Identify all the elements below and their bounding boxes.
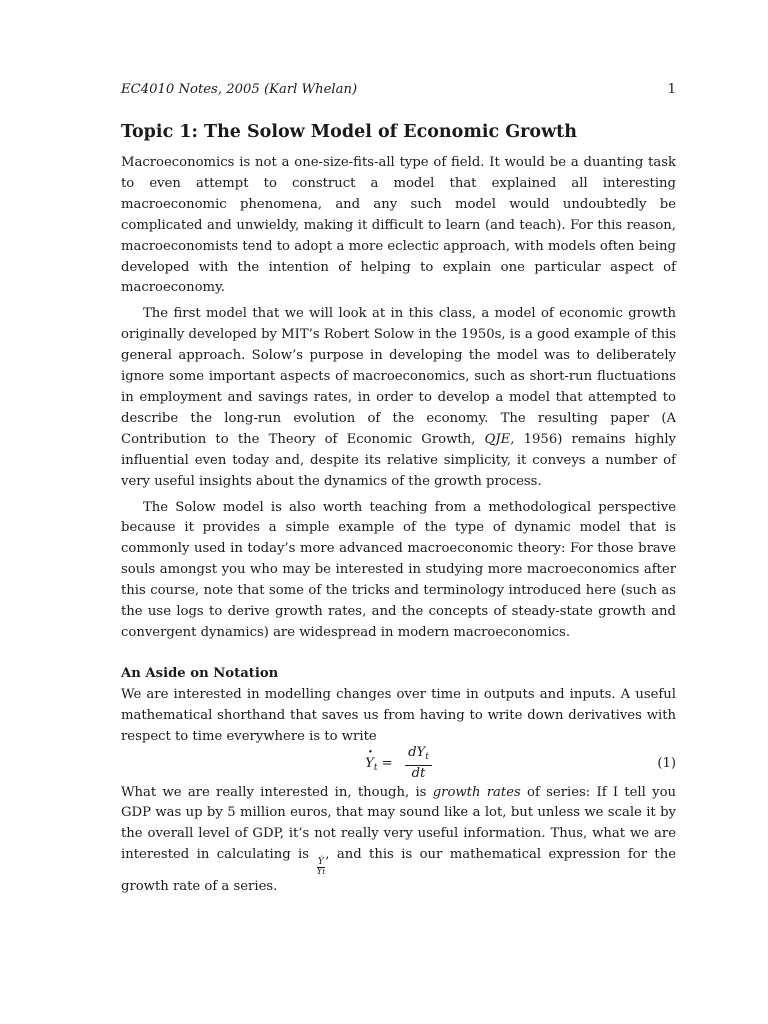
equation-equals: = (377, 756, 397, 772)
page-number: 1 (667, 82, 676, 97)
section-heading: An Aside on Notation (121, 665, 279, 681)
equation-fraction (405, 745, 432, 782)
equation-lhs: · Y (365, 756, 374, 771)
running-header (121, 81, 676, 99)
running-header-title: EC4010 Notes, 2005 (Karl Whelan) (121, 82, 358, 97)
equation-denominator: dt (411, 766, 426, 782)
growth-rate-denominator (316, 868, 325, 877)
topic-heading: Topic 1: The Solow Model of Economic Growth (121, 122, 577, 142)
paragraph-notation: We are interested in modelling changes over time in outputs and inputs. A useful mathematical shorthand that saves us from having to write down derivatives with respect to time everywhere is to write (121, 686, 676, 744)
equation-lhs-subscript: t (373, 763, 378, 774)
journal-name: QJE (484, 431, 511, 447)
paragraph-solow-history-text-2: , 1956) remains highly influential even today and, despite its relative simplicity, it conveys a number of very useful insights about the dynamics of the growth process. (121, 431, 676, 489)
paragraph-solow-history-text-1: The first model that we will look at in this class, a model of economic growth originally developed by MIT’s Robert Solow in the 1950s, is a good example of this general approach. Solow’s purpose in developing the model was to deliberately ignore some important aspects of macroeconomics, such as short-run fluctuations in employment and savings rates, in order to develop a model that attempted to describe the long-run evolution of the economy. The resulting paper (A Contribution to the Theory of Economic Growth, (121, 306, 677, 447)
paragraph-growth-rates-text-1: What we are really interested in, though, is (121, 784, 433, 800)
paragraph-growth-rates-text-2: of series: If I tell you GDP was up by 5 million euros, that may sound like a lot, but unless we scale it by the overall level of GDP, it’s not really very useful information. Thus, what we are interested in calculating is (121, 784, 676, 863)
equation-body (365, 745, 432, 782)
growth-rate-denominator-text: Y (316, 867, 323, 878)
paragraph-methodology: The Solow model is also worth teaching from a methodological perspective because it provides a simple example of the type of dynamic model that is commonly used in today’s more advanced macroeconomic theory: For those brave souls amongst you who may be interested in studying more macroeconomics after this course, note that some of the tricks and terminology introduced here (such as the use logs to derive growth rates, and the concepts of steady-state growth and convergent dynamics) are widespread in modern macroeconomics. (121, 499, 676, 640)
equation-1 (121, 745, 676, 783)
emphasis-growth-rates: growth rates (432, 784, 521, 800)
equation-number: (1) (657, 755, 676, 771)
paragraph-growth-rates (121, 783, 676, 899)
growth-rate-numerator: Ẏ (317, 857, 324, 868)
paragraph-intro: Macroeconomics is not a one-size-fits-all type of field. It would be a duanting task to even attempt to construct a model that explained all interesting macroeconomic phenomena, and any such model would undoubtedly be complicated and unwieldy, making it difficult to learn (and teach). For this reason, macroeconomists tend to adopt a more eclectic approach, with models often being developed with the intention of helping to explain one particular aspect of macroeconomy. (121, 155, 676, 296)
growth-rate-fraction (316, 858, 325, 877)
equation-numerator (405, 745, 432, 766)
paragraph-growth-rates-text-3: , and this is our mathematical expression for the growth rate of a series. (121, 847, 677, 895)
equation-numerator-text: dY (408, 745, 426, 761)
page-body (121, 120, 676, 898)
paragraph-solow-history (121, 304, 676, 492)
equation-numerator-subscript: t (425, 752, 429, 763)
growth-rate-denominator-subscript: t (322, 868, 326, 877)
